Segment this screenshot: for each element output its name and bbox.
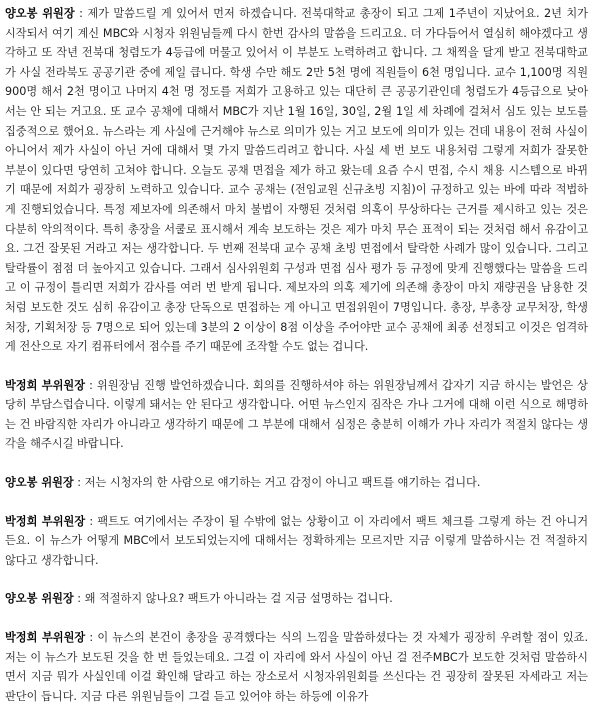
statement-text: 제가 말씀드릴 게 있어서 먼저 하겠습니다. 전북대학교 총장이 되고 그제 1주년이 지났어요. 2년 치가 시작되서 여기 계신 MBC와 시청자 위원님들께 다시 한번 감사의 말씀을 드리고요. 더 가다듬어서 열심히 해야겠다고 생각하고 또 작년 전북대 청렴도가 4등급에 머물고 있어서 이 부분도 노력하려고 합니다. 그 채찍을 달게 받고 전북대학교가 사실 전라북도 공공기관 중에 제일 큽니다. 학생 수만 해도 2만 5천 명에 직원들이 6천 명입니다. 교수 1,100명 직원 900명 해서 2천 명이고 나머지 4천 명 정도를 저희가 고용하고 있는 대단히 큰 공공기관인데 청렴도가 4등급으로 낮아서는 안 되는 거고요. 또 교수 공채에 대해서 MBC가 지난 1월 16일, 30일, 2월 1일 세 차례에 걸쳐서 심도 있는 보도를 집중적으로 했어요. 뉴스라는 게 사실에 근거해야 뉴스로 의미가 있는 거고 보도에 의미가 있는 건데 내용이 전혀 사실이 아니어서 제가 사실이 아닌 거에 대해서 몇 가지 말씀드리려고 합니다. 사실 세 번 보도 내용처럼 그렇게 저희가 잘못한 부분이 있다면 당연히 고쳐야 합니다. 오늘도 공채 면접을 제가 하고 왔는데 요즘 수시 면접, 수시 채용 시스템으로 바뀌기 때문에 저희가 굉장히 노력하고 있습니다. 교수 공채는 (전임교원 신규초빙 지침)이 규정하고 있는 바에 따라 적법하게 진행되었습니다. 특정 제보자에 의존해서 마치 불법이 자행된 것처럼 의혹이 무상하다는 근거를 제시하고 있는 것은 다분히 악의적이다. 특히 총장을 서쿨로 표시해서 계속 보도하는 것은 제가 마치 무슨 표적이 되는 것처럼 해서 유감이고요. 그건 잘못된 거라고 저는 생각합니다. 두 번째 전북대 교수 공채 초빙 면접에서 탈락한 사례가 많이 있습니다. 그리고 탈락률이 점점 더 높아지고 있습니다. 그래서 심사위원회 구성과 면접 심사 평가 등 규정에 맞게 진행했다는 말씀을 드리고 이 규정이 틀리면 저희가 감사를 여러 번 받게 됩니다. 제보자의 의혹 제기에 의존해 총장이 마치 재량권을 남용한 것처럼 보도한 것도 심히 유감이고 총장 단독으로 면접하는 게 아니고 면접위원이 7명입니다. 총장, 부총장 교무처장, 학생처장, 기획처장 등 7명으로 되어 있는데 3분의 2 이상이 8점 이상을 주어야만 교수 공채에 최종 선정되고 이것은 엄격하게 전산으로 자기 컴퓨터에서 점수를 주기 때문에 조작할 수도 없는 겁니다. xyxy=(5,7,588,354)
statement-text: 팩트도 여기에서는 주장이 될 수밖에 없는 상황이고 이 자리에서 팩트 체크를 그렇게 하는 건 아니거든요. 이 뉴스가 어떻게 MBC에서 보도되었는지에 대해서는 정확하게는 모르지만 지금 이렇게 말씀하시는 건 적절하지 않다고 생각합니다. xyxy=(5,514,589,567)
speaker-name: 양오봉 위원장 xyxy=(5,592,74,606)
speaker-name: 박정희 부위원장 xyxy=(5,514,86,528)
statement-paragraph: 양오봉 위원장 : 제가 말씀드릴 게 있어서 먼저 하겠습니다. 전북대학교 총장이 되고 그제 1주년이 지났어요. 2년 치가 시작되서 여기 계신 MBC와 시청자 위원님들께 다시 한번 감사의 말씀을 드리고요. 더 가다듬어서 열심히 해야겠다고 생각하고 또 작년 전북대 청렴도가 4등급에 머물고 있어서 이 부분도 노력하려고 합니다. 그 채찍을 달게 받고 전북대학교가 사실 전라북도 공공기관 중에 제일 큽니다. 학생 수만 해도 2만 5천 명에 직원들이 6천 명입니다. 교수 1,100명 직원 900명 해서 2천 명이고 나머지 4천 명 정도를 저희가 고용하고 있는 대단히 큰 공공기관인데 청렴도가 4등급으로 낮아서는 안 되는 거고요. 또 교수 공채에 대해서 MBC가 지난 1월 16일, 30일, 2월 1일 세 차례에 걸쳐서 심도 있는 보도를 집중적으로 했어요. 뉴스라는 게 사실에 근거해야 뉴스로 의미가 있는 거고 보도에 의미가 있는 건데 내용이 전혀 사실이 아니어서 제가 사실이 아닌 거에 대해서 몇 가지 말씀드리려고 합니다. 사실 세 번 보도 내용처럼 그렇게 저희가 잘못한 부분이 있다면 당연히 고쳐야 합니다. 오늘도 공채 면접을 제가 하고 왔는데 요즘 수시 면접, 수시 채용 시스템으로 바뀌기 때문에 저희가 굉장히 노력하고 있습니다. 교수 공채는 (전임교원 신규초빙 지침)이 규정하고 있는 바에 따라 적법하게 진행되었습니다. 특정 제보자에 의존해서 마치 불법이 자행된 것처럼 의혹이 무상하다는 근거를 제시하고 있는 것은 다분히 악의적이다. 특히 총장을 서쿨로 표시해서 계속 보도하는 것은 제가 마치 무슨 표적이 되는 것처럼 해서 유감이고요. 그건 잘못된 거라고 저는 생각합니다. 두 번째 전북대 교수 공채 초빙 면접에서 탈락한 사례가 많이 있습니다. 그리고 탈락률이 점점 더 높아지고 있습니다. 그래서 심사위원회 구성과 면접 심사 평가 등 규정에 맞게 진행했다는 말씀을 드리고 이 규정이 틀리면 저희가 감사를 여러 번 받게 됩니다. 제보자의 의혹 제기에 의존해 총장이 마치 재량권을 남용한 것처럼 보도한 것도 심히 유감이고 총장 단독으로 면접하는 게 아니고 면접위원이 7명입니다. 총장, 부총장 교무처장, 학생처장, 기획처장 등 7명으로 되어 있는데 3분의 2 이상이 8점 이상을 주어야만 교수 공채에 최종 선정되고 이것은 엄격하게 전산으로 자기 컴퓨터에서 점수를 주기 때문에 조작할 수도 없는 겁니다. xyxy=(5,7,588,354)
statement-text: 이 뉴스의 본건이 총장을 공격했다는 식의 느낌을 말씀하셨다는 것 자체가 굉장히 우려할 점이 있죠. 저는 이 뉴스가 보도된 것을 한 번 들었는데요. 그걸 이 자리에 와서 사실이 아닌 걸 전주MBC가 보도한 것처럼 말씀하시면서 지금 뭐가 사실인데 이걸 확인해 달라고 하는 장소로서 시청자위원회를 쓰신다는 건 굉장히 잘못된 자세라고 저는 판단이 듭니다. 지금 다른 위원님들이 그걸 듣고 있어야 하는 하등에 이유가 xyxy=(5,631,588,703)
statement-text: 위원장님 진행 발언하겠습니다. 회의를 진행하셔야 하는 위원장님께서 갑자기 지금 하시는 발언은 상당히 부담스럽습니다. 이렇게 돼서는 안 된다고 생각합니다. 어떤 뉴스인지 짐작은 가나 그거에 대해 이런 식으로 해명하는 건 바람직한 자리가 아니라고 생각하기 때문에 그 부분에 대해서 심정은 충분히 이해가 가나 자리가 적절치 않다는 생각을 해주시길 바랍니다. xyxy=(5,378,588,451)
statement-paragraph: 양오봉 위원장 : 저는 시청자의 한 사람으로 얘기하는 거고 감정이 아니고 팩트를 얘기하는 겁니다. xyxy=(5,476,481,490)
statement-text: 저는 시청자의 한 사람으로 얘기하는 거고 감정이 아니고 팩트를 얘기하는 겁니다. xyxy=(84,476,481,490)
statement-text: 왜 적절하지 않나요? 팩트가 아니라는 걸 지금 설명하는 겁니다. xyxy=(84,592,393,606)
speaker-name: 양오봉 위원장 xyxy=(5,476,74,490)
statement-paragraph: 박정희 부위원장 : 팩트도 여기에서는 주장이 될 수밖에 없는 상황이고 이 자리에서 팩트 체크를 그렇게 하는 건 아니거든요. 이 뉴스가 어떻게 MBC에서 보도되었는지에 대해서는 정확하게는 모르지만 지금 이렇게 말씀하시는 건 적절하지 않다고 생각합니다. xyxy=(5,514,589,567)
statement-paragraph: 양오봉 위원장 : 왜 적절하지 않나요? 팩트가 아니라는 걸 지금 설명하는 겁니다. xyxy=(5,592,393,606)
statement-paragraph: 박정희 부위원장 : 위원장님 진행 발언하겠습니다. 회의를 진행하셔야 하는 위원장님께서 갑자기 지금 하시는 발언은 상당히 부담스럽습니다. 이렇게 돼서는 안 된다고 생각합니다. 어떤 뉴스인지 짐작은 가나 그거에 대해 이런 식으로 해명하는 건 바람직한 자리가 아니라고 생각하기 때문에 그 부분에 대해서 심정은 충분히 이해가 가나 자리가 적절치 않다는 생각을 해주시길 바랍니다. xyxy=(5,378,588,451)
speaker-name: 박정희 부위원장 xyxy=(5,378,86,392)
speaker-name: 양오봉 위원장 xyxy=(5,7,75,20)
speaker-name: 박정희 부위원장 xyxy=(5,631,86,645)
statement-paragraph: 박정희 부위원장 : 이 뉴스의 본건이 총장을 공격했다는 식의 느낌을 말씀하셨다는 것 자체가 굉장히 우려할 점이 있죠. 저는 이 뉴스가 보도된 것을 한 번 들었는데요. 그걸 이 자리에 와서 사실이 아닌 걸 전주MBC가 보도한 것처럼 말씀하시면서 지금 뭐가 사실인데 이걸 확인해 달라고 하는 장소로서 시청자위원회를 쓰신다는 건 굉장히 잘못된 자세라고 저는 판단이 듭니다. 지금 다른 위원님들이 그걸 듣고 있어야 하는 하등에 이유가 xyxy=(5,631,588,703)
